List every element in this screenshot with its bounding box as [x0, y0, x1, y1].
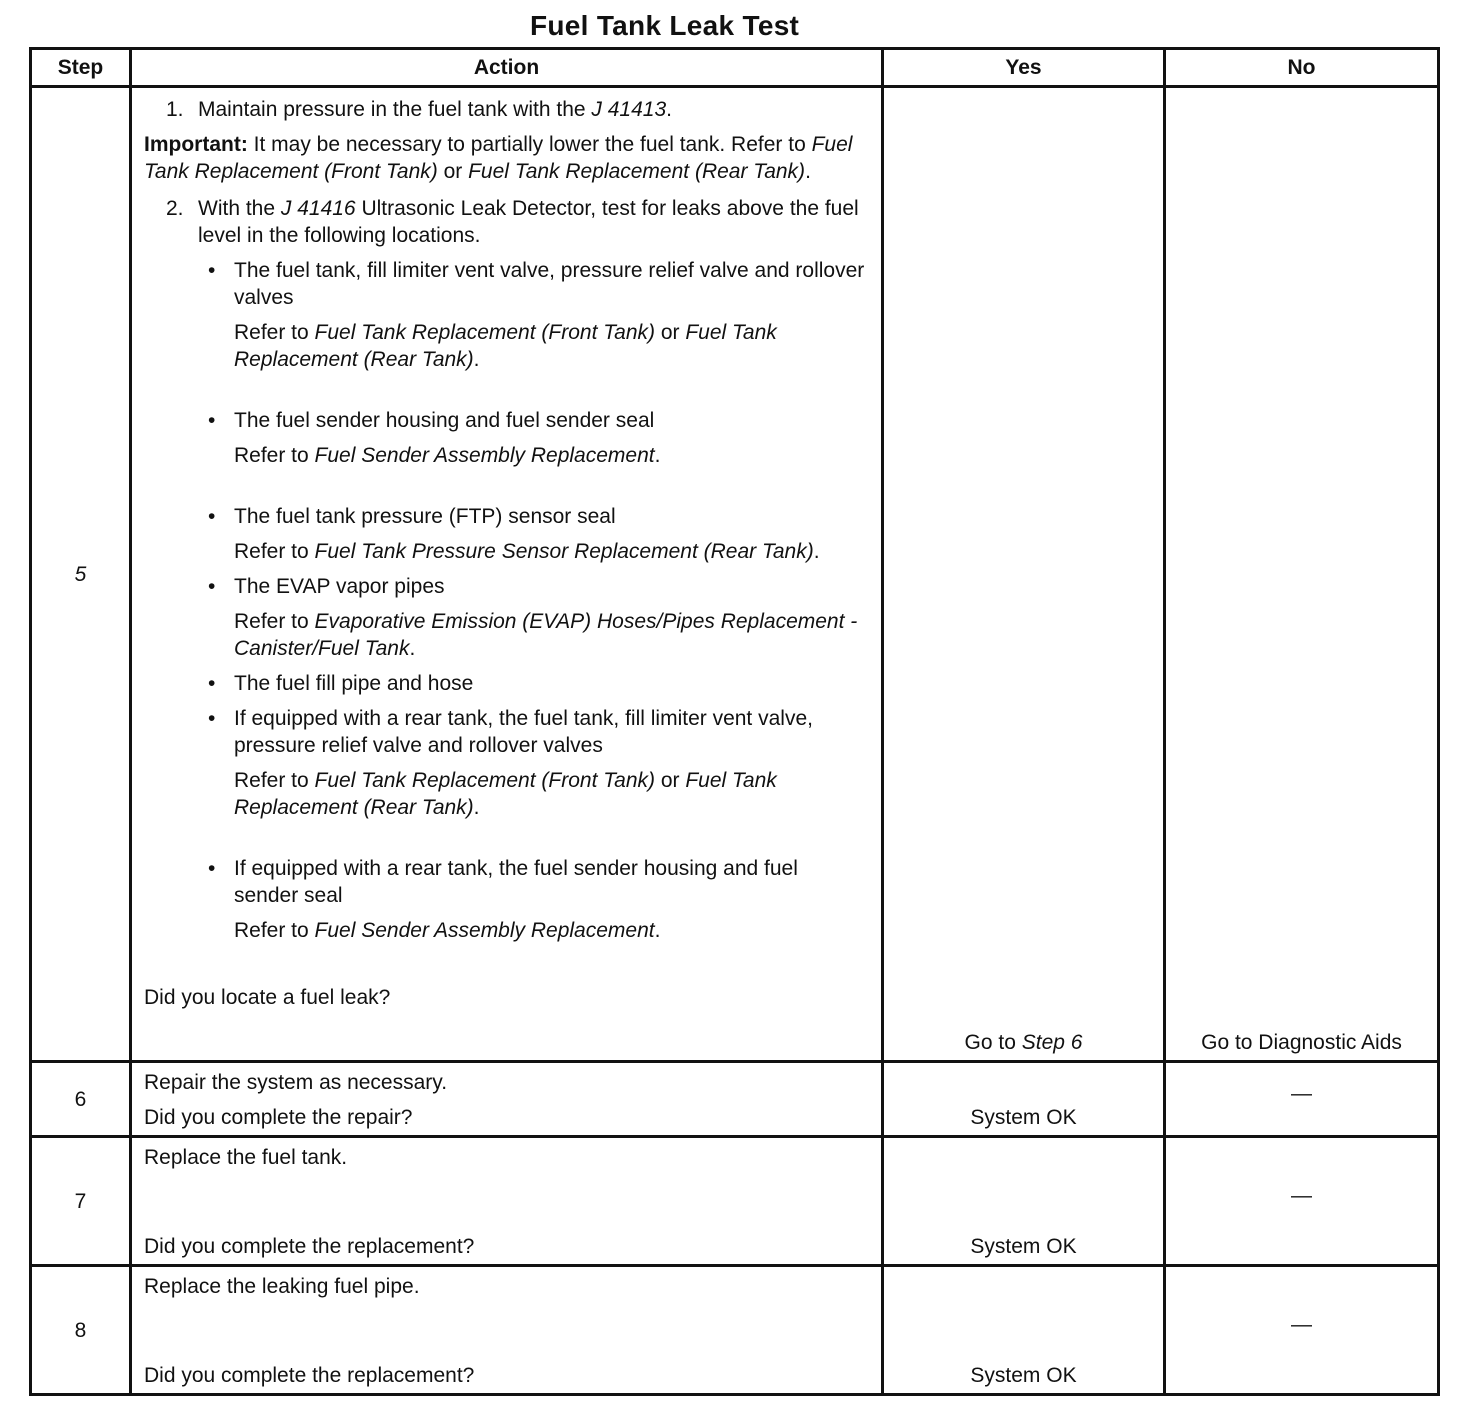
action-cell	[131, 1266, 883, 1395]
step-question: Did you locate a fuel leak?	[144, 986, 391, 1009]
header-action: Action	[131, 49, 883, 87]
no-cell: Go to Diagnostic Aids	[1165, 87, 1439, 1062]
yes-cell: System OK	[883, 1266, 1165, 1395]
reference-text: Refer to Fuel Sender Assembly Replacement.	[234, 444, 661, 467]
reference-text: Refer to Evaporative Emission (EVAP) Hoses/Pipes Replacement - Canister/Fuel Tank.	[234, 610, 858, 660]
header-step: Step	[31, 49, 131, 87]
bullet-item: • The fuel sender housing and fuel sender seal	[208, 409, 655, 432]
list-item: 1. Maintain pressure in the fuel tank with the J 41413.	[166, 98, 672, 121]
bullet-item: • The fuel fill pipe and hose	[208, 672, 474, 695]
diagnostic-table	[29, 47, 1440, 1396]
header-no: No	[1165, 49, 1439, 87]
header-row	[31, 49, 1439, 87]
bullet-item: • If equipped with a rear tank, the fuel sender housing and fuel sender seal	[208, 857, 798, 907]
header-yes: Yes	[883, 49, 1165, 87]
no-cell: —	[1165, 1062, 1439, 1137]
no-cell: —	[1165, 1137, 1439, 1266]
no-cell: —	[1165, 1266, 1439, 1395]
bullet-item: • The fuel tank, fill limiter vent valve, pressure relief valve and rollover valves	[208, 259, 865, 309]
action-cell	[131, 87, 883, 1062]
action-cell	[131, 1062, 883, 1137]
list-item: 2. With the J 41416 Ultrasonic Leak Detector, test for leaks above the fuel level in the following locations.	[166, 197, 859, 247]
step-action: Replace the leaking fuel pipe.	[144, 1275, 420, 1298]
reference-text: Refer to Fuel Tank Pressure Sensor Replacement (Rear Tank).	[234, 540, 820, 563]
table-row-step-7	[31, 1137, 1439, 1266]
yes-cell: Go to Step 6	[883, 87, 1165, 1062]
reference-text: Refer to Fuel Tank Replacement (Front Tank) or Fuel Tank Replacement (Rear Tank).	[234, 321, 777, 371]
step-question: Did you complete the replacement?	[144, 1235, 475, 1258]
table-row-step-6	[31, 1062, 1439, 1137]
step-number: 6	[31, 1062, 131, 1137]
action-cell	[131, 1137, 883, 1266]
table-row-step-5	[31, 87, 1439, 1062]
reference-text: Refer to Fuel Tank Replacement (Front Tank) or Fuel Tank Replacement (Rear Tank).	[234, 769, 777, 819]
yes-cell: System OK	[883, 1137, 1165, 1266]
bullet-item: • If equipped with a rear tank, the fuel tank, fill limiter vent valve, pressure relief valve and rollover valves	[208, 707, 813, 757]
important-note: Important: It may be necessary to partially lower the fuel tank. Refer to Fuel Tank Replacement (Front Tank) or Fuel Tank Replacement (Rear Tank).	[144, 133, 853, 183]
step-number: 7	[31, 1137, 131, 1266]
step-action: Repair the system as necessary.	[144, 1071, 448, 1094]
bullet-item: • The EVAP vapor pipes	[208, 575, 445, 598]
step-number: 5	[31, 87, 131, 1062]
bullet-item: • The fuel tank pressure (FTP) sensor seal	[208, 505, 616, 528]
table-row-step-8	[31, 1266, 1439, 1395]
title-text: Fuel Tank Leak Test	[530, 10, 800, 41]
step-question: Did you complete the replacement?	[144, 1364, 475, 1387]
step-question: Did you complete the repair?	[144, 1106, 413, 1129]
yes-cell: System OK	[883, 1062, 1165, 1137]
step-number: 8	[31, 1266, 131, 1395]
step-action: Replace the fuel tank.	[144, 1146, 348, 1169]
reference-text: Refer to Fuel Sender Assembly Replacement.	[234, 919, 661, 942]
